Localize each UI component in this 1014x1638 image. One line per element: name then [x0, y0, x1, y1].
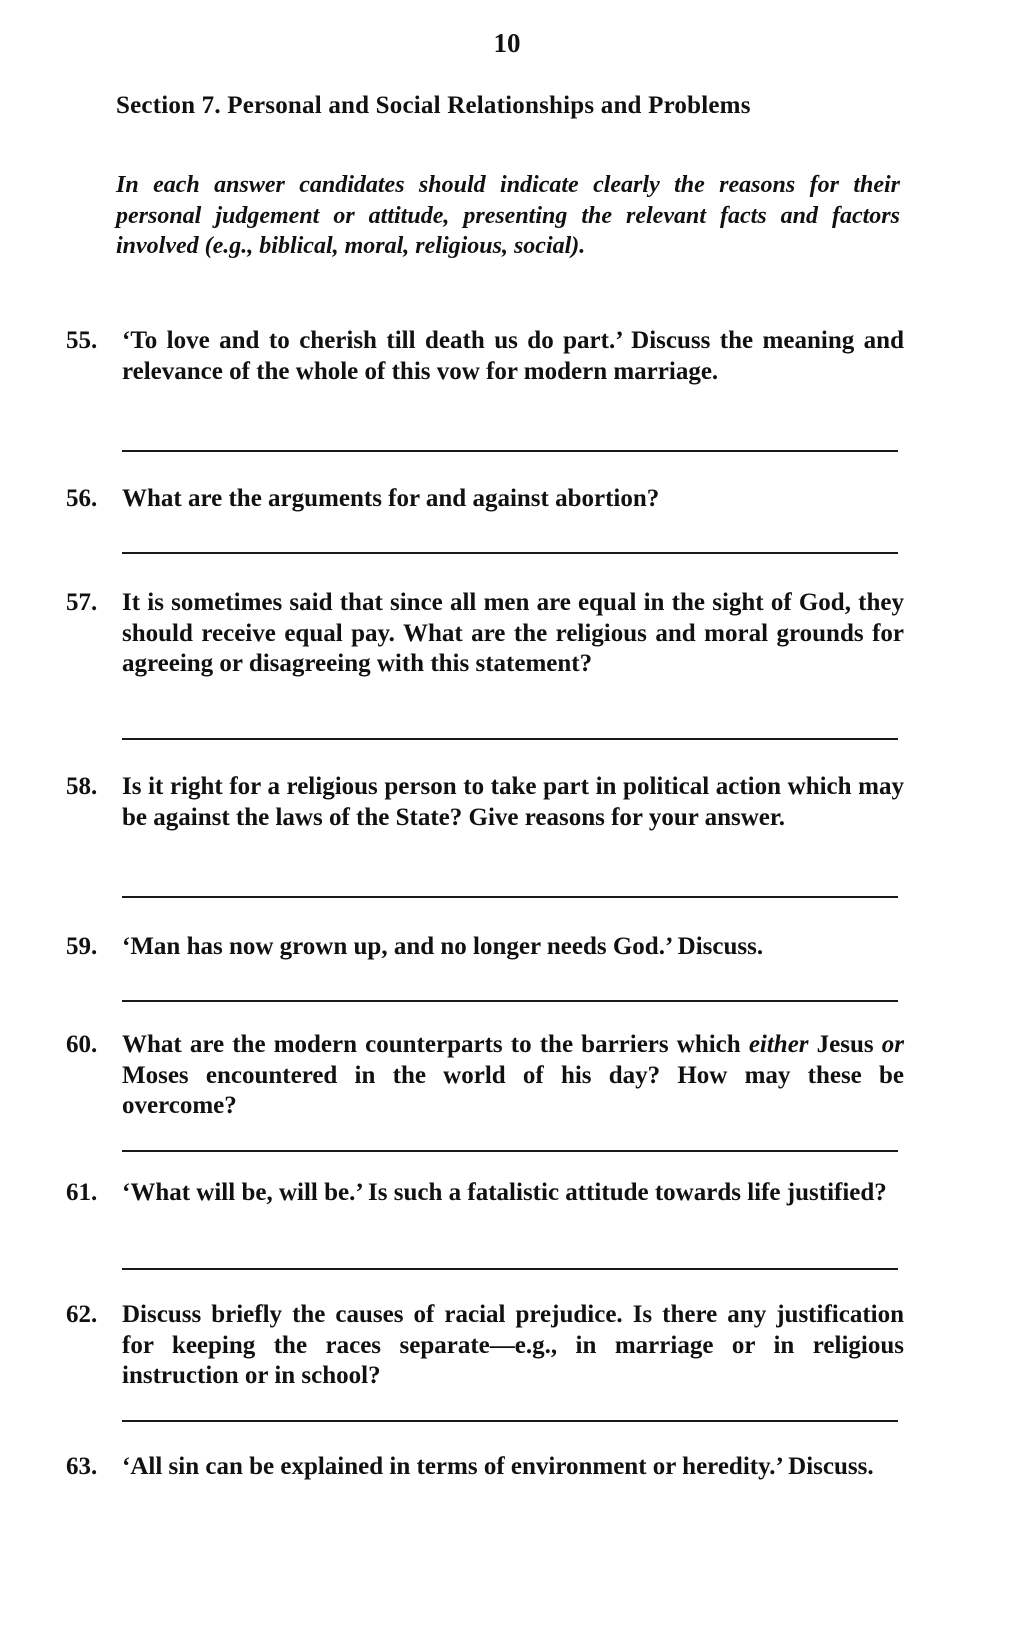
divider-rule [122, 450, 898, 452]
question-63 [66, 1452, 904, 1483]
question-60 [66, 1030, 904, 1122]
question-57 [66, 588, 904, 680]
question-text: ‘Man has now grown up, and no longer needs God.’ Discuss. [122, 933, 764, 960]
page-number: 10 [493, 28, 521, 58]
question-text: It is sometimes said that since all men are equal in the sight of God, they should receive equal pay. What are the religious and moral grounds for agreeing or disagreeing with this statement? [122, 589, 904, 677]
divider-rule [122, 896, 898, 898]
question-number: 63. [66, 1453, 98, 1480]
divider-rule [122, 1000, 898, 1002]
question-number: 62. [66, 1301, 98, 1328]
question-55 [66, 326, 904, 387]
question-number: 60. [66, 1031, 98, 1058]
question-text: ‘All sin can be explained in terms of environment or heredity.’ Discuss. [122, 1453, 874, 1480]
section-instructions: In each answer candidates should indicate clearly the reasons for their personal judgement or attitude, presenting the relevant facts and factors involved (e.g., biblical, moral, religious, social). [116, 172, 900, 259]
divider-rule [122, 1268, 898, 1270]
divider-rule [122, 738, 898, 740]
question-59 [66, 932, 904, 963]
question-58 [66, 772, 904, 833]
divider-rule [122, 1150, 898, 1152]
question-text: ‘What will be, will be.’ Is such a fatalistic attitude towards life justified? [122, 1179, 887, 1206]
section-title: Section 7. Personal and Social Relationships and Problems [116, 92, 751, 119]
question-text: What are the arguments for and against abortion? [122, 485, 660, 512]
divider-rule [122, 1420, 898, 1422]
question-number: 56. [66, 485, 98, 512]
question-number: 57. [66, 589, 98, 616]
question-text: Discuss briefly the causes of racial prejudice. Is there any justification for keeping the races separate—e.g., in marriage or in religious instruction or in school? [122, 1301, 904, 1389]
question-number: 61. [66, 1179, 98, 1206]
question-number: 55. [66, 327, 98, 354]
question-61 [66, 1178, 904, 1209]
divider-rule [122, 552, 898, 554]
question-text: ‘To love and to cherish till death us do part.’ Discuss the meaning and relevance of the whole of this vow for modern marriage. [122, 327, 904, 385]
question-56 [66, 484, 904, 515]
question-text: What are the modern counterparts to the barriers which either Jesus or Moses encountered in the world of his day? How may these be overcome? [122, 1031, 904, 1119]
question-number: 58. [66, 773, 98, 800]
question-text: Is it right for a religious person to take part in political action which may be against the laws of the State? Give reasons for your answer. [122, 773, 904, 831]
question-number: 59. [66, 933, 98, 960]
question-62 [66, 1300, 904, 1392]
